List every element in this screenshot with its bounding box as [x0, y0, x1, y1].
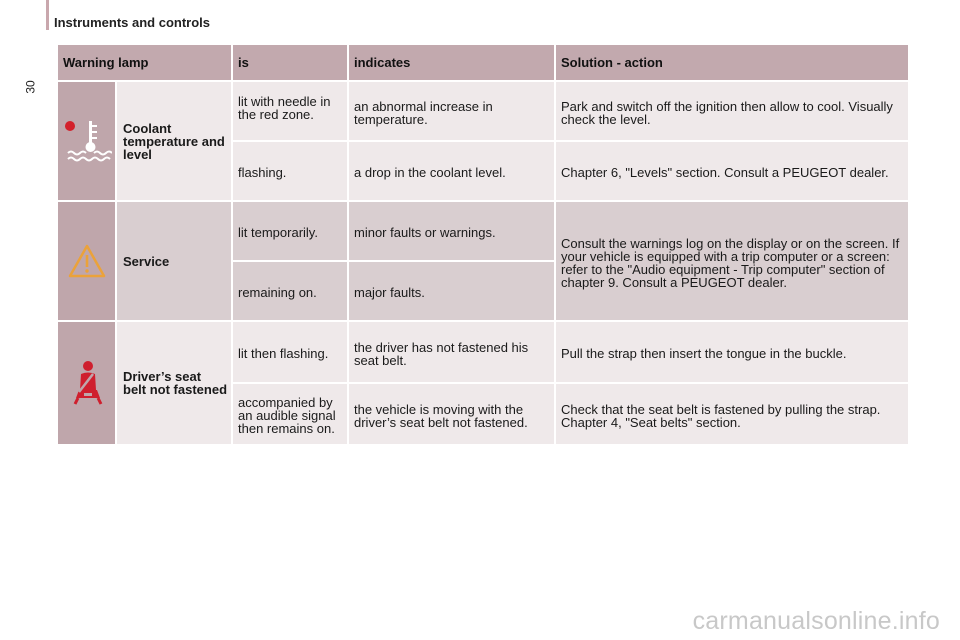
- seat-belt-row1-is: lit then flashing.: [233, 322, 347, 382]
- coolant-row1-indicates: an abnormal increase in temperature.: [349, 82, 554, 140]
- section-accent-bar: [46, 0, 49, 30]
- coolant-row2-is: flashing.: [233, 142, 347, 200]
- service-solution: Consult the warnings log on the display or on the screen. If your vehicle is equipped with a trip computer or a screen: refer to the "Audio equipment - Trip computer" section of chapter 9. Consult a PEUGEOT dealer.: [556, 202, 908, 320]
- coolant-row1-is: lit with needle in the red zone.: [233, 82, 347, 140]
- seat-belt-row1-indicates: the driver has not fastened his seat belt.: [349, 322, 554, 382]
- service-row2-is: remaining on.: [233, 262, 347, 320]
- service-row1-indicates: minor faults or warnings.: [349, 202, 554, 260]
- service-warning-icon: [67, 243, 107, 279]
- service-row1-is: lit temporarily.: [233, 202, 347, 260]
- section-title: Instruments and controls: [54, 15, 211, 30]
- coolant-row2-solution: Chapter 6, "Levels" section. Consult a PEUGEOT dealer.: [556, 142, 908, 200]
- coolant-row1-solution: Park and switch off the ignition then allow to cool. Visually check the level.: [556, 82, 908, 140]
- seat-belt-row2-solution: Check that the seat belt is fastened by pulling the strap. Chapter 4, "Seat belts" section.: [556, 384, 908, 444]
- seat-belt-row1-solution: Pull the strap then insert the tongue in the buckle.: [556, 322, 908, 382]
- column-header-solution: Solution - action: [556, 45, 908, 80]
- warning-lamp-table: [58, 45, 903, 444]
- service-row2-indicates: major faults.: [349, 262, 554, 320]
- coolant-lamp-cell: [58, 82, 115, 200]
- seat-belt-lamp-name: Driver’s seat belt not fastened: [117, 322, 231, 444]
- column-header-warning-lamp: Warning lamp: [58, 45, 231, 80]
- seat-belt-row2-indicates: the vehicle is moving with the driver’s seat belt not fastened.: [349, 384, 554, 444]
- service-lamp-cell: [58, 202, 115, 320]
- footer-watermark: carmanualsonline.info: [692, 607, 940, 635]
- seat-belt-row2-is: accompanied by an audible signal then remains on.: [233, 384, 347, 444]
- seat-belt-lamp-cell: [58, 322, 115, 444]
- service-lamp-name: Service: [117, 202, 231, 320]
- page-number: 30: [23, 80, 38, 94]
- coolant-lamp-name: Coolant temperature and level: [117, 82, 231, 200]
- seat-belt-icon: [67, 360, 107, 406]
- column-header-indicates: indicates: [349, 45, 554, 80]
- column-header-is: is: [233, 45, 347, 80]
- coolant-row2-indicates: a drop in the coolant level.: [349, 142, 554, 200]
- coolant-temperature-icon: [62, 116, 112, 166]
